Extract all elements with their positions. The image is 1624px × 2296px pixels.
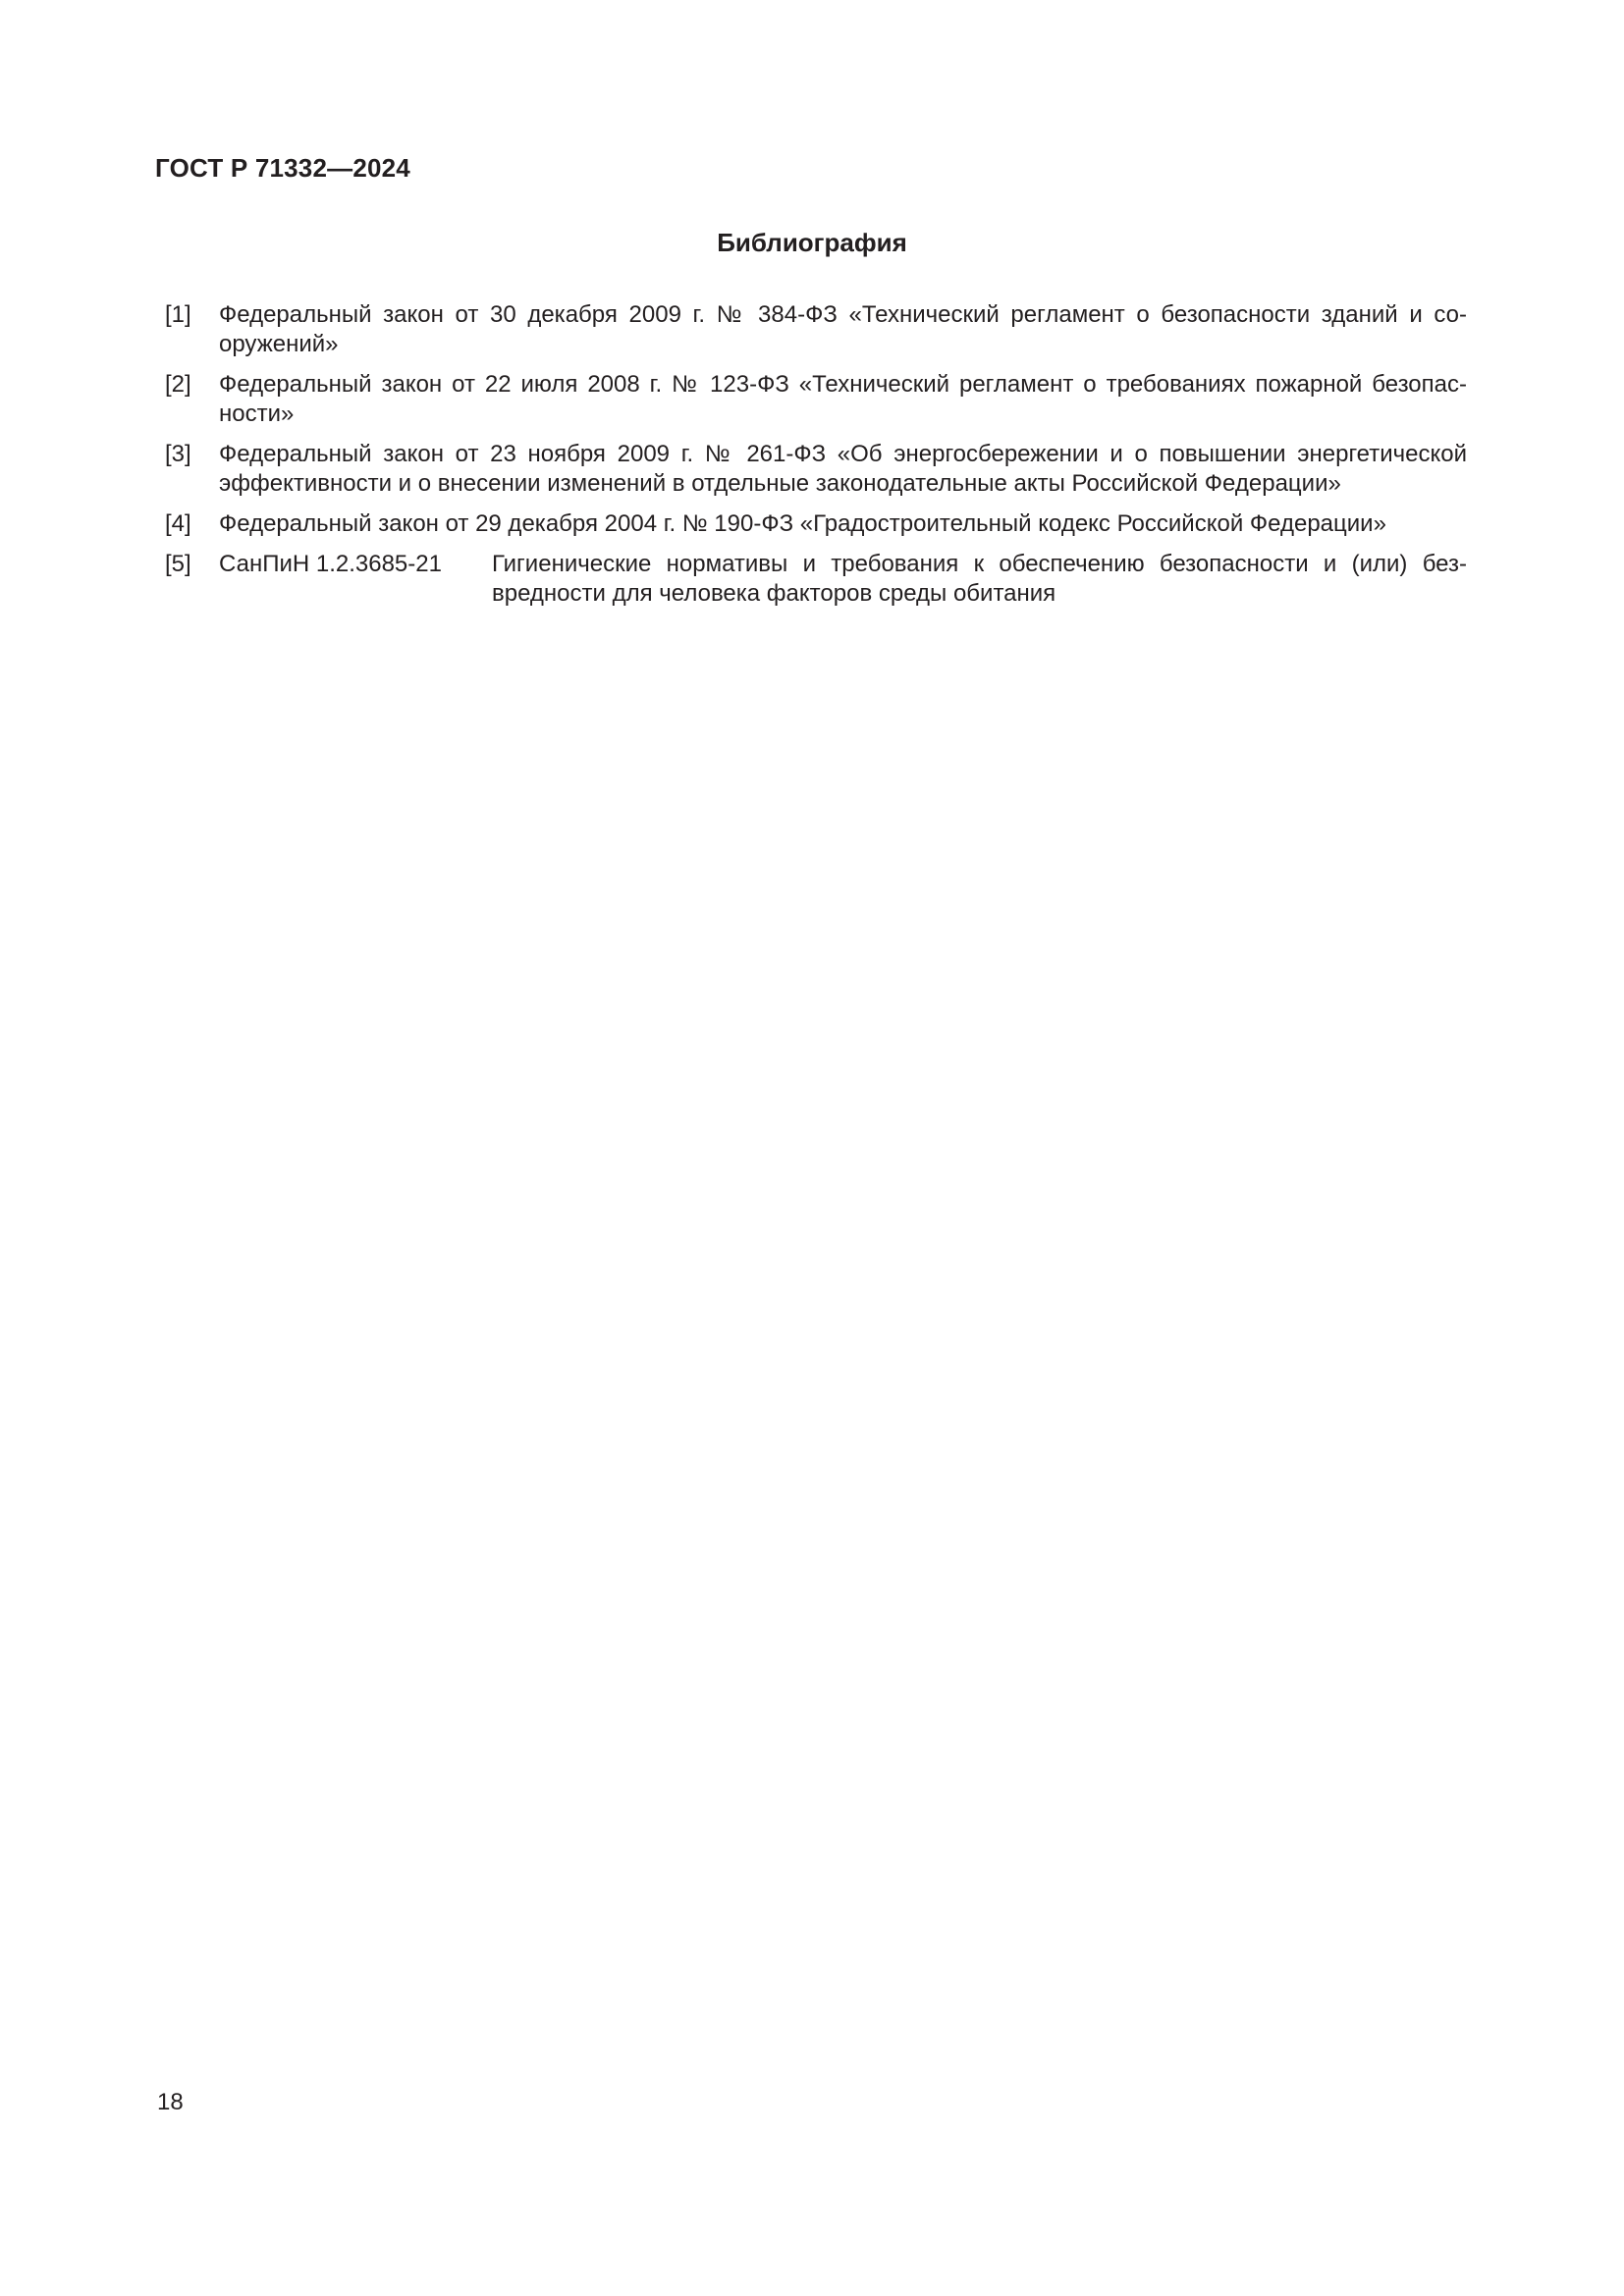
entry-content bbox=[219, 550, 1467, 609]
entry-text: Федеральный закон от 30 декабря 2009 г. № 384-ФЗ «Технический регламент о безопасности зданий и сооружений» bbox=[219, 301, 1467, 357]
bibliography-entry bbox=[165, 509, 1467, 539]
entry-number: [4] bbox=[165, 510, 191, 537]
entry-number: [2] bbox=[165, 371, 191, 398]
entry-text: Гигиенические нормативы и требования к обеспечению безопасности и (или) безвредности для человека факторов среды обитания bbox=[492, 551, 1467, 607]
entry-number: [1] bbox=[165, 301, 191, 328]
section-title: Библиография bbox=[717, 228, 907, 257]
page-number: 18 bbox=[157, 2089, 184, 2115]
bibliography-entry bbox=[165, 550, 1467, 609]
document-code: ГОСТ Р 71332—2024 bbox=[155, 153, 410, 183]
entry-number: [3] bbox=[165, 441, 191, 467]
bibliography-list bbox=[165, 300, 1467, 619]
bibliography-entry bbox=[165, 440, 1467, 499]
entry-text: Федеральный закон от 23 ноября 2009 г. № 261-ФЗ «Об энергосбережении и о повышении энергетической эффективности и о внесении изменений в отдельные законодательные акты Российской Федерации» bbox=[219, 441, 1467, 497]
entry-text: Федеральный закон от 22 июля 2008 г. № 123-ФЗ «Технический регламент о требованиях пожарной безопасности» bbox=[219, 371, 1467, 427]
entry-text: Федеральный закон от 29 декабря 2004 г. № 190-ФЗ «Градостроительный кодекс Российской Федерации» bbox=[219, 510, 1386, 537]
entry-code: СанПиН 1.2.3685-21 bbox=[219, 551, 442, 577]
bibliography-entry bbox=[165, 370, 1467, 429]
bibliography-entry bbox=[165, 300, 1467, 359]
entry-number: [5] bbox=[165, 551, 191, 577]
